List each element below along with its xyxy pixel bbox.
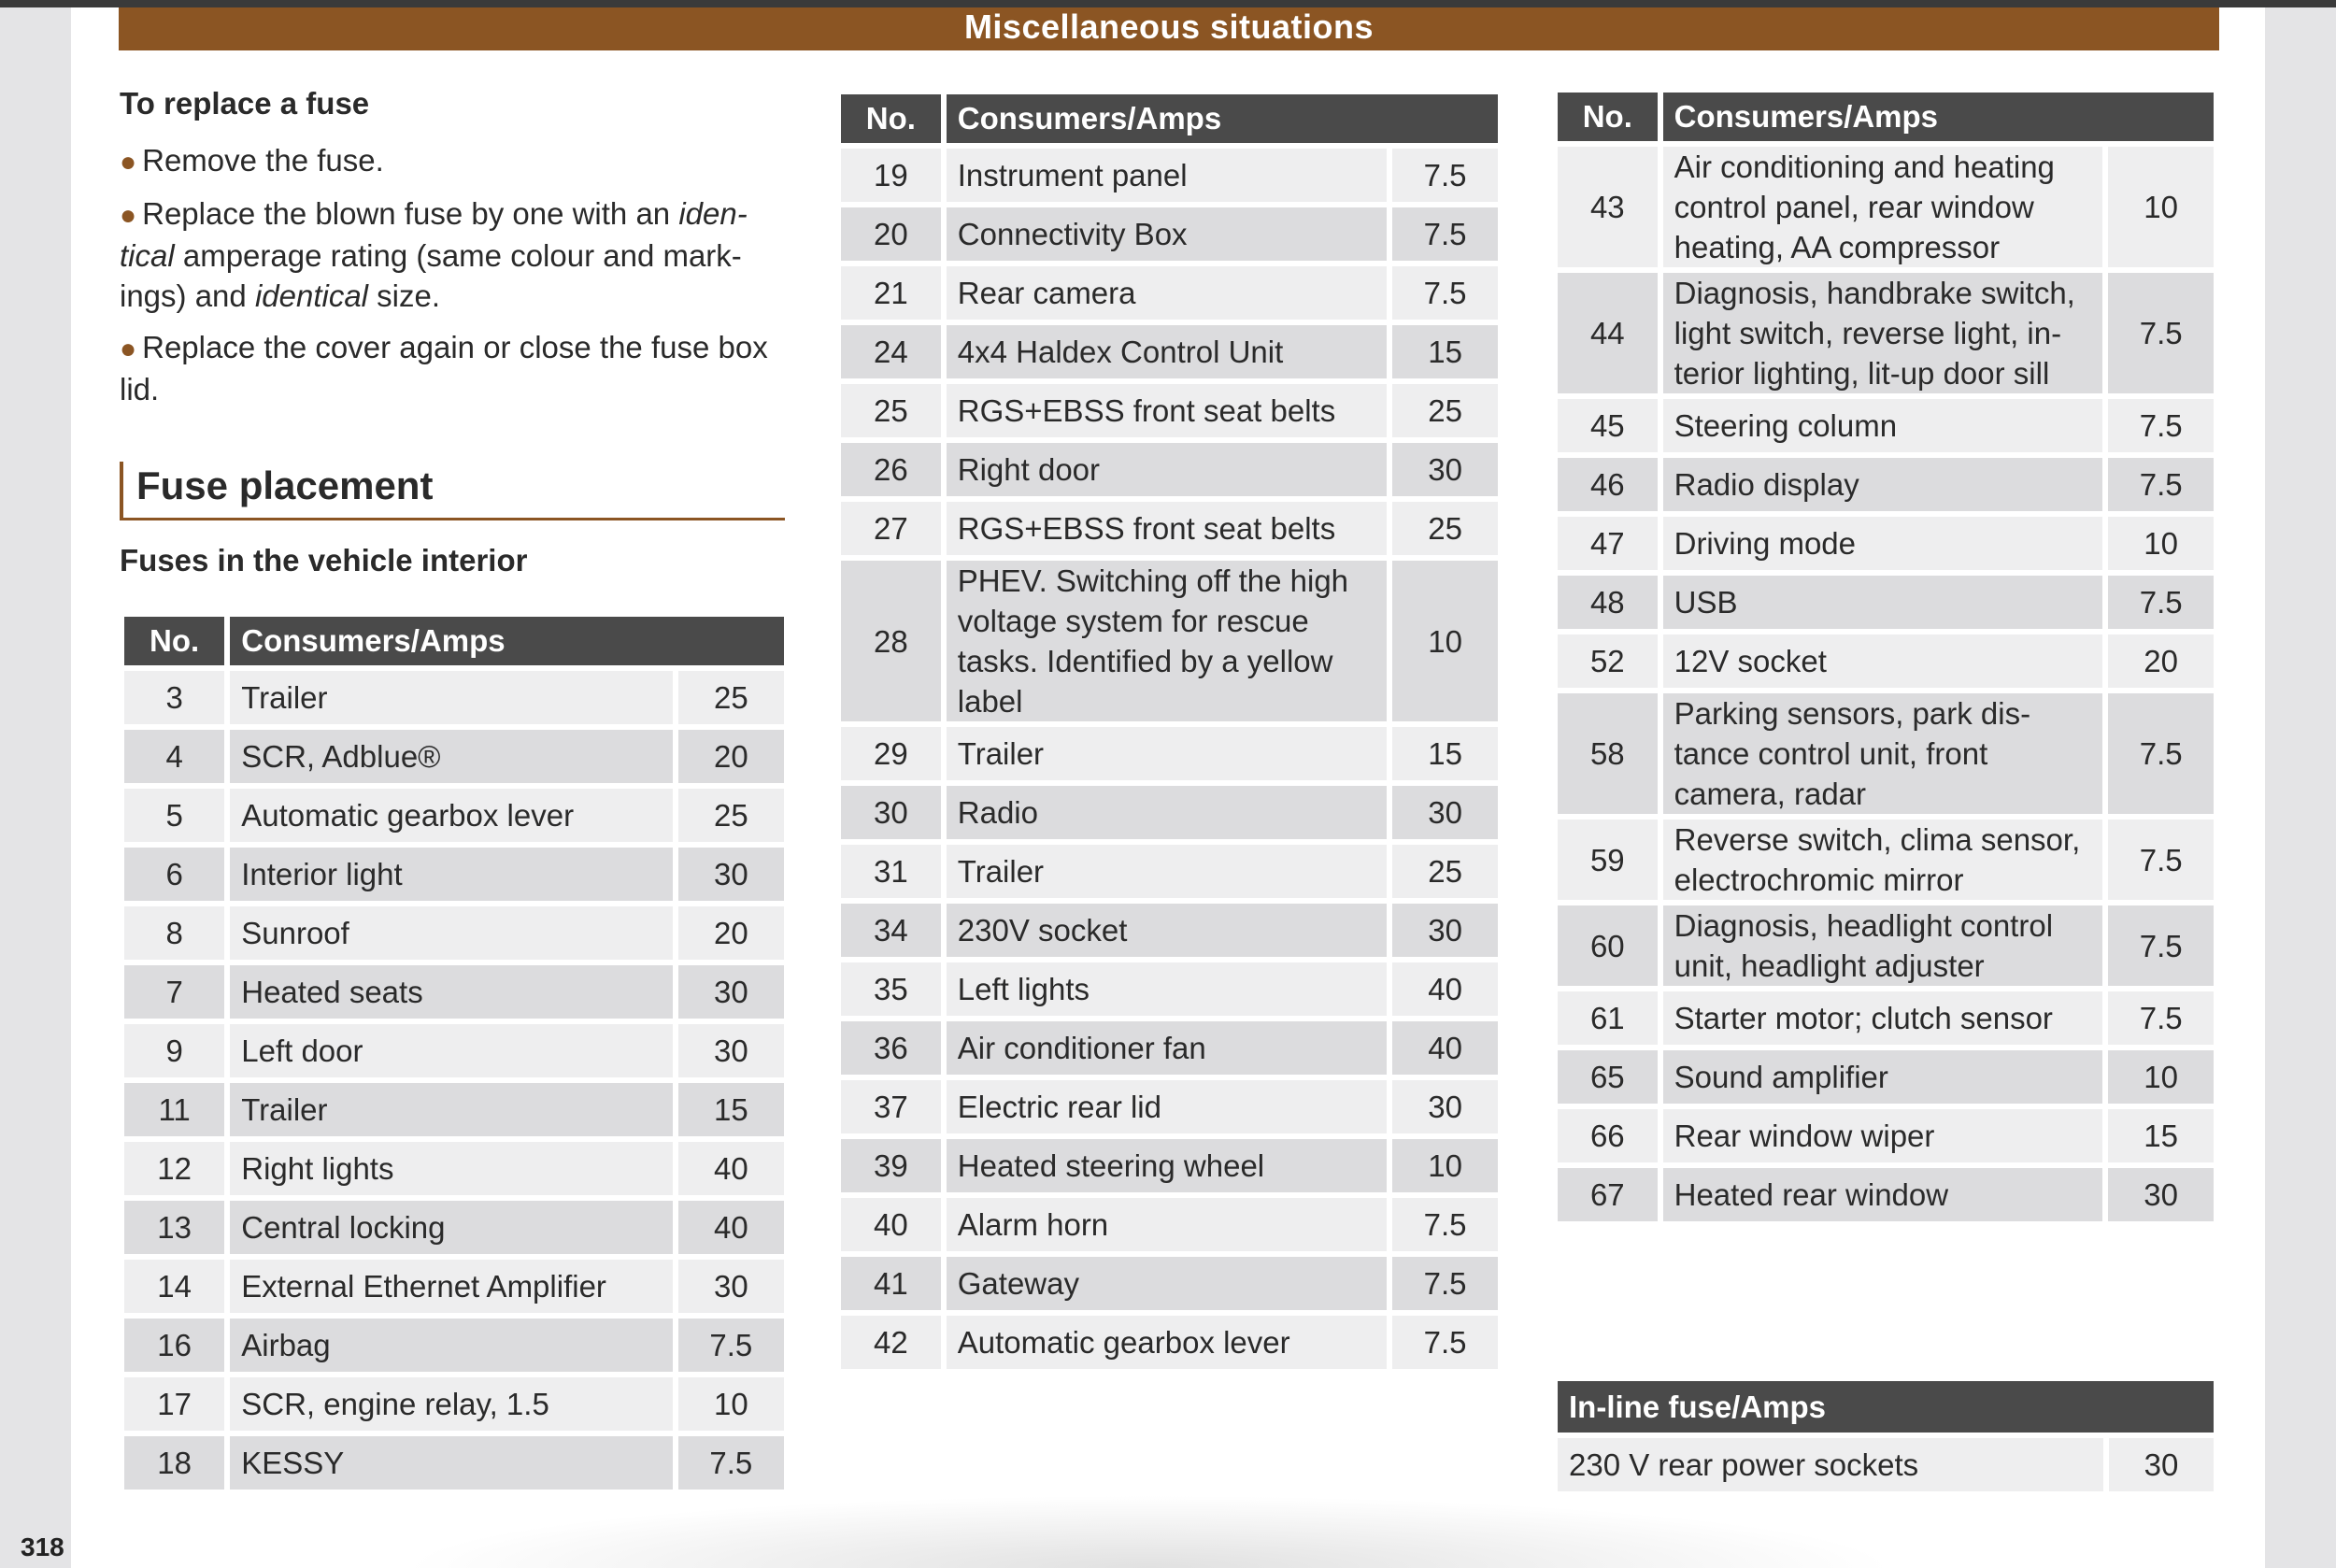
fuse-amps: 7.5: [2108, 693, 2214, 814]
fuse-amps: 7.5: [1392, 149, 1498, 202]
fuse-number: 19: [841, 149, 941, 202]
fuse-consumer: Radio display: [1663, 458, 2103, 511]
fuse-number: 17: [124, 1377, 224, 1431]
fuse-consumer: Automatic gearbox lever: [947, 1316, 1387, 1369]
table-row: [841, 727, 1498, 780]
fuse-amps: 7.5: [1392, 1316, 1498, 1369]
col-header-no: No.: [841, 94, 941, 143]
fuse-amps: 7.5: [2108, 991, 2214, 1045]
table-row: [841, 1080, 1498, 1133]
fuse-number: 13: [124, 1201, 224, 1254]
table-row: [841, 1198, 1498, 1251]
table-row: [1558, 273, 2214, 393]
fuse-amps: 40: [1392, 962, 1498, 1016]
fuse-amps: 10: [678, 1377, 784, 1431]
fuse-consumer: Right door: [947, 443, 1387, 496]
fuse-amps: 40: [678, 1201, 784, 1254]
fuse-amps: 15: [1392, 727, 1498, 780]
fuse-consumer: PHEV. Switching off the high voltage system for rescue tasks. Identified by a yellow label: [947, 561, 1387, 721]
fuse-number: 30: [841, 786, 941, 839]
fuse-number: 25: [841, 384, 941, 437]
fuse-amps: 10: [1392, 561, 1498, 721]
fuse-amps: 40: [1392, 1021, 1498, 1075]
fuse-amps: 20: [678, 730, 784, 783]
bullet-dot-icon: ●: [120, 334, 137, 364]
fuse-consumer: Central locking: [230, 1201, 672, 1254]
page-shadow: [402, 1495, 1897, 1568]
fuse-amps: 7.5: [1392, 1257, 1498, 1310]
table-row: [841, 904, 1498, 957]
fuse-consumer: Airbag: [230, 1319, 672, 1372]
fuse-consumer: Trailer: [230, 1083, 672, 1136]
fuse-consumer: Sunroof: [230, 906, 672, 960]
fuse-number: 27: [841, 502, 941, 555]
fuse-consumer: SCR, engine relay, 1.5: [230, 1377, 672, 1431]
fuse-number: 48: [1558, 576, 1658, 629]
col-header-consumers: Consumers/Amps: [1663, 93, 2214, 141]
fuse-consumer: Steering column: [1663, 399, 2103, 452]
fuse-amps: 15: [2108, 1109, 2214, 1162]
fuse-number: 39: [841, 1139, 941, 1192]
fuse-number: 59: [1558, 820, 1658, 900]
fuse-consumer: USB: [1663, 576, 2103, 629]
section-header: Miscellaneous situations: [119, 7, 2219, 50]
fuse-consumer: Interior light: [230, 848, 672, 901]
bullet-dot-icon: ●: [120, 147, 137, 178]
fuse-consumer: Diagnosis, handbrake switch, light switch, reverse light, in-terior lighting, lit-up door sill: [1663, 273, 2103, 393]
fuse-consumer: Heated steering wheel: [947, 1139, 1387, 1192]
fuse-amps: 15: [678, 1083, 784, 1136]
fuse-consumer: Left door: [230, 1024, 672, 1077]
fuse-amps: 7.5: [2108, 905, 2214, 986]
fuse-number: 42: [841, 1316, 941, 1369]
fuse-consumer: Driving mode: [1663, 517, 2103, 570]
table-row: [1558, 517, 2214, 570]
fuse-number: 47: [1558, 517, 1658, 570]
fuse-consumer: Instrument panel: [947, 149, 1387, 202]
table-row: [841, 149, 1498, 202]
fuse-consumer: Radio: [947, 786, 1387, 839]
fuse-consumer: 230 V rear power sockets: [1558, 1438, 2103, 1491]
table-row: [1558, 1438, 2214, 1491]
table-row: [124, 1260, 784, 1313]
fuse-number: 58: [1558, 693, 1658, 814]
col-header-no: No.: [1558, 93, 1658, 141]
table-row: [1558, 991, 2214, 1045]
fuse-number: 41: [841, 1257, 941, 1310]
fuse-amps: 30: [1392, 786, 1498, 839]
table-row: [1558, 820, 2214, 900]
bullet-item: ● Replace the cover again or close the fuse box lid.: [120, 330, 768, 406]
fuse-consumer: Sound amplifier: [1663, 1050, 2103, 1104]
fuse-number: 36: [841, 1021, 941, 1075]
fuse-number: 66: [1558, 1109, 1658, 1162]
table-row: [124, 730, 784, 783]
fuse-amps: 30: [2109, 1438, 2214, 1491]
fuse-amps: 30: [1392, 443, 1498, 496]
inline-fuse-table: [1552, 1376, 2219, 1497]
fuse-number: 43: [1558, 147, 1658, 267]
fuse-amps: 40: [678, 1142, 784, 1195]
fuse-consumer: Rear window wiper: [1663, 1109, 2103, 1162]
fuse-amps: 7.5: [2108, 399, 2214, 452]
table-row: [1558, 1050, 2214, 1104]
fuse-amps: 30: [678, 1260, 784, 1313]
fuse-amps: 10: [1392, 1139, 1498, 1192]
fuse-consumer: Starter motor; clutch sensor: [1663, 991, 2103, 1045]
table-row: [841, 962, 1498, 1016]
fuse-number: 26: [841, 443, 941, 496]
table-row: [841, 1257, 1498, 1310]
replace-fuse-heading: To replace a fuse: [120, 86, 370, 121]
fuse-amps: 7.5: [1392, 1198, 1498, 1251]
table-row: [1558, 576, 2214, 629]
fuse-number: 18: [124, 1436, 224, 1490]
fuse-consumer: Left lights: [947, 962, 1387, 1016]
fuse-table-interior-1: [119, 611, 790, 1495]
col-header-consumers: Consumers/Amps: [230, 617, 784, 665]
table-row: [124, 1024, 784, 1077]
fuse-consumer: Heated rear window: [1663, 1168, 2103, 1221]
fuse-amps: 7.5: [678, 1319, 784, 1372]
fuse-number: 14: [124, 1260, 224, 1313]
table-row: [1558, 693, 2214, 814]
table-row: [1558, 905, 2214, 986]
instructions-column: [120, 86, 797, 578]
fuse-table-interior-3: [1552, 87, 2219, 1227]
fuse-consumer: Trailer: [230, 671, 672, 724]
fuse-amps: 30: [2108, 1168, 2214, 1221]
table-row: [1558, 634, 2214, 688]
fuse-consumer: Trailer: [947, 727, 1387, 780]
fuse-number: 35: [841, 962, 941, 1016]
fuse-number: 4: [124, 730, 224, 783]
fuse-consumer: Gateway: [947, 1257, 1387, 1310]
fuse-number: 52: [1558, 634, 1658, 688]
table-row: [124, 906, 784, 960]
fuse-consumer: Trailer: [947, 845, 1387, 898]
bullet-item: ● Remove the fuse.: [120, 143, 384, 178]
fuse-number: 7: [124, 965, 224, 1019]
fuse-amps: 25: [1392, 502, 1498, 555]
fuse-consumer: Rear camera: [947, 266, 1387, 320]
table-row: [124, 1142, 784, 1195]
table-row: [124, 1436, 784, 1490]
fuse-number: 8: [124, 906, 224, 960]
table-row: [124, 965, 784, 1019]
fuse-consumer: Diagnosis, headlight control unit, headlight adjuster: [1663, 905, 2103, 986]
table-row: [841, 266, 1498, 320]
fuse-amps: 30: [1392, 1080, 1498, 1133]
table-row: [841, 845, 1498, 898]
fuse-number: 28: [841, 561, 941, 721]
fuse-amps: 25: [678, 671, 784, 724]
fuse-consumer: RGS+EBSS front seat belts: [947, 502, 1387, 555]
fuse-consumer: RGS+EBSS front seat belts: [947, 384, 1387, 437]
top-edge: [0, 0, 2336, 7]
bullet-item: ● Replace the blown fuse by one with an iden-tical amperage rating (same colour and mark-ings) and identical size.: [120, 196, 748, 313]
fuse-consumer: Electric rear lid: [947, 1080, 1387, 1133]
table-row: [124, 671, 784, 724]
fuse-number: 34: [841, 904, 941, 957]
fuse-number: 29: [841, 727, 941, 780]
fuse-number: 61: [1558, 991, 1658, 1045]
fuse-number: 21: [841, 266, 941, 320]
page-number: 318: [21, 1532, 64, 1561]
bullet-dot-icon: ●: [120, 200, 137, 231]
fuse-number: 45: [1558, 399, 1658, 452]
fuse-amps: 20: [678, 906, 784, 960]
fuse-number: 40: [841, 1198, 941, 1251]
fuse-amps: 30: [678, 848, 784, 901]
table-row: [1558, 1109, 2214, 1162]
table-row: [841, 786, 1498, 839]
table-row: [841, 502, 1498, 555]
interior-fuses-subheading: Fuses in the vehicle interior: [120, 543, 528, 577]
fuse-consumer: 4x4 Haldex Control Unit: [947, 325, 1387, 378]
fuse-number: 11: [124, 1083, 224, 1136]
fuse-consumer: Parking sensors, park dis-tance control unit, front camera, radar: [1663, 693, 2103, 814]
fuse-amps: 30: [678, 965, 784, 1019]
table-row: [1558, 147, 2214, 267]
fuse-consumer: Connectivity Box: [947, 207, 1387, 261]
table-row: [124, 789, 784, 842]
fuse-amps: 7.5: [1392, 266, 1498, 320]
fuse-number: 16: [124, 1319, 224, 1372]
fuse-amps: 7.5: [1392, 207, 1498, 261]
table-row: [124, 1201, 784, 1254]
fuse-number: 5: [124, 789, 224, 842]
fuse-amps: 30: [678, 1024, 784, 1077]
fuse-consumer: 230V socket: [947, 904, 1387, 957]
table-row: [841, 325, 1498, 378]
fuse-consumer: SCR, Adblue®: [230, 730, 672, 783]
table-row: [1558, 1168, 2214, 1221]
fuse-number: 37: [841, 1080, 941, 1133]
fuse-table-interior-2: [835, 89, 1503, 1375]
fuse-amps: 20: [2108, 634, 2214, 688]
fuse-number: 31: [841, 845, 941, 898]
table-row: [841, 1139, 1498, 1192]
fuse-amps: 30: [1392, 904, 1498, 957]
table-row: [841, 384, 1498, 437]
table-row: [841, 1021, 1498, 1075]
fuse-placement-heading: Fuse placement: [120, 462, 785, 520]
col-header-no: No.: [124, 617, 224, 665]
fuse-consumer: Reverse switch, clima sensor, electrochromic mirror: [1663, 820, 2103, 900]
fuse-number: 60: [1558, 905, 1658, 986]
fuse-amps: 10: [2108, 517, 2214, 570]
fuse-amps: 25: [1392, 845, 1498, 898]
fuse-number: 24: [841, 325, 941, 378]
fuse-number: 46: [1558, 458, 1658, 511]
table-row: [841, 1316, 1498, 1369]
fuse-consumer: KESSY: [230, 1436, 672, 1490]
table-row: [124, 1319, 784, 1372]
fuse-number: 67: [1558, 1168, 1658, 1221]
col-header-inline: In-line fuse/Amps: [1558, 1381, 2214, 1433]
fuse-consumer: External Ethernet Amplifier: [230, 1260, 672, 1313]
fuse-number: 6: [124, 848, 224, 901]
fuse-consumer: Air conditioning and heating control panel, rear window heating, AA compressor: [1663, 147, 2103, 267]
fuse-number: 65: [1558, 1050, 1658, 1104]
table-row: [841, 561, 1498, 721]
fuse-consumer: Heated seats: [230, 965, 672, 1019]
table-row: [1558, 458, 2214, 511]
fuse-amps: 25: [1392, 384, 1498, 437]
fuse-consumer: Automatic gearbox lever: [230, 789, 672, 842]
fuse-amps: 7.5: [2108, 820, 2214, 900]
fuse-number: 44: [1558, 273, 1658, 393]
fuse-consumer: Right lights: [230, 1142, 672, 1195]
table-row: [124, 848, 784, 901]
fuse-number: 3: [124, 671, 224, 724]
table-row: [841, 207, 1498, 261]
col-header-consumers: Consumers/Amps: [947, 94, 1498, 143]
fuse-number: 20: [841, 207, 941, 261]
fuse-number: 12: [124, 1142, 224, 1195]
fuse-number: 9: [124, 1024, 224, 1077]
table-row: [1558, 399, 2214, 452]
fuse-amps: 7.5: [2108, 458, 2214, 511]
fuse-amps: 15: [1392, 325, 1498, 378]
table-row: [124, 1377, 784, 1431]
fuse-amps: 10: [2108, 147, 2214, 267]
fuse-amps: 7.5: [678, 1436, 784, 1490]
fuse-amps: 7.5: [2108, 273, 2214, 393]
fuse-amps: 25: [678, 789, 784, 842]
fuse-consumer: Air conditioner fan: [947, 1021, 1387, 1075]
table-row: [124, 1083, 784, 1136]
fuse-consumer: Alarm horn: [947, 1198, 1387, 1251]
table-row: [841, 443, 1498, 496]
fuse-consumer: 12V socket: [1663, 634, 2103, 688]
fuse-amps: 10: [2108, 1050, 2214, 1104]
fuse-amps: 7.5: [2108, 576, 2214, 629]
